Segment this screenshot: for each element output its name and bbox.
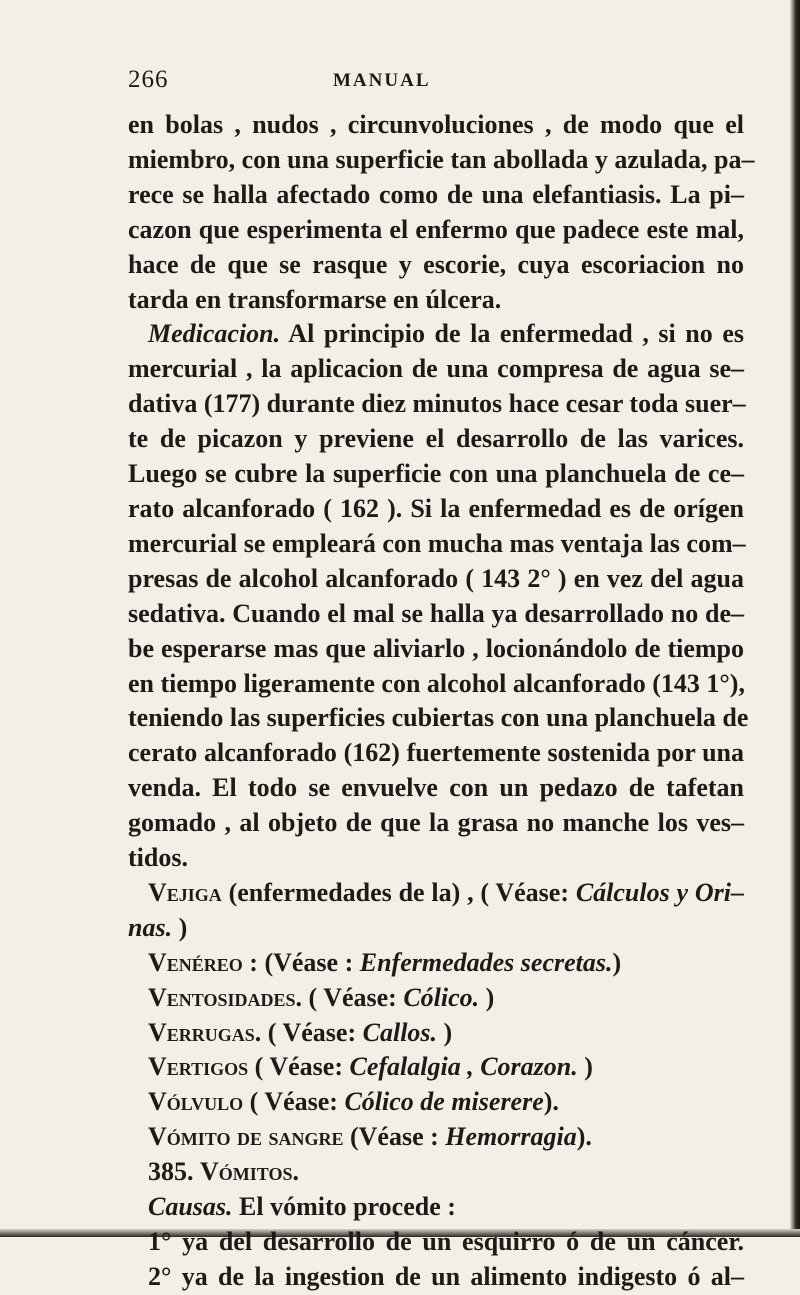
page-header (128, 66, 728, 100)
entry-term: Vólvulo (148, 1087, 244, 1117)
text-line: en tiempo ligeramente con alcohol alcanforado (143 1°), (128, 668, 745, 698)
text-line: hace de que se rasque y escorie, cuya escoriacion no (128, 249, 744, 279)
text-line: mercurial , la aplicacion de una compresa de agua se– (128, 354, 744, 384)
section-title: Vómitos. (200, 1157, 299, 1187)
entry-term: Venéreo (148, 947, 243, 977)
entry-vertigos: Vertigos ( Véase: Cefalalgia , Corazon. ) (148, 1052, 593, 1082)
entry-volvulo: Vólvulo ( Véase: Cólico de miserere). (148, 1087, 559, 1117)
text-line: presas de alcohol alcanforado ( 143 2° ) en vez del agua (128, 563, 744, 593)
entry-term: Vómito de sangre (148, 1122, 344, 1152)
entry-verrugas: Verrugas. ( Véase: Callos. ) (148, 1017, 453, 1047)
section-label-medicacion: Medicacion. (148, 319, 281, 349)
text-line: 2° ya de la ingestion de un alimento indigesto ó al– (148, 1261, 744, 1291)
text-line: gomado , al objeto de que la grasa no manche los ves– (128, 808, 744, 838)
text-line: tarda en transformarse en úlcera. (128, 284, 502, 314)
text-line: be esperarse mas que aliviarlo , locionándolo de tiempo (128, 633, 744, 663)
text-line: cerato alcanforado (162) fuertemente sostenida por una (128, 738, 744, 768)
text-line: en bolas , nudos , circunvoluciones , de modo que el (128, 110, 744, 139)
text-line: 1° ya del desarrollo de un esquirro ó de un cáncer. (148, 1227, 744, 1256)
page-number: 266 (128, 66, 169, 93)
entry-term: Vertigos (148, 1052, 249, 1082)
text-line: te de picazon y previene el desarrollo de las varices. (128, 424, 744, 454)
text-line-causas: Causas. El vómito procede : (148, 1192, 456, 1222)
page-edge-shadow (790, 0, 800, 1237)
entry-ventosidades: Ventosidades. ( Véase: Cólico. ) (148, 982, 495, 1012)
text-line: mercurial se empleará con mucha mas ventaja las com– (128, 528, 746, 558)
entry-term: Vejiga (148, 877, 222, 907)
section-number: 385. (148, 1157, 200, 1187)
text-line: nas. ) (128, 912, 188, 942)
text-line: miembro, con una superficie tan abollada y azulada, pa– (128, 144, 755, 174)
running-title: MANUAL (333, 70, 431, 91)
section-label-causas: Causas. (148, 1192, 233, 1222)
entry-vomito-de-sangre: Vómito de sangre (Véase : Hemorragia). (148, 1122, 592, 1152)
entry-term: Ventosidades. (148, 982, 302, 1012)
entry-term: Verrugas. (148, 1017, 262, 1047)
body-text (128, 108, 755, 1295)
text-line: dativa (177) durante diez minutos hace cesar toda suer– (128, 389, 746, 419)
text-line: sedativa. Cuando el mal se halla ya desarrollado no de– (128, 598, 744, 628)
entry-vejiga: Vejiga (enfermedades de la) , ( Véase: Cálculos y Ori– (148, 877, 744, 907)
text-line: cazon que esperimenta el enfermo que padece este mal, (128, 214, 744, 244)
text-line: venda. El todo se envuelve con un pedazo de tafetan (128, 773, 744, 803)
section-385-heading (128, 1155, 744, 1190)
text-line: tidos. (128, 843, 188, 873)
text-line: rato alcanforado ( 162 ). Si la enfermedad es de orígen (128, 493, 744, 523)
text-line: Luego se cubre la superficie con una planchuela de ce– (128, 459, 744, 489)
entry-venereo: Venéreo : (Véase : Enfermedades secretas.) (148, 947, 622, 977)
text-line-medicacion: Medicacion. Al principio de la enfermedad , si no es (148, 319, 744, 349)
text-line: rece se halla afectado como de una elefantiasis. La pi– (128, 179, 744, 209)
text-line: teniendo las superficies cubiertas con una planchuela de (128, 703, 749, 733)
